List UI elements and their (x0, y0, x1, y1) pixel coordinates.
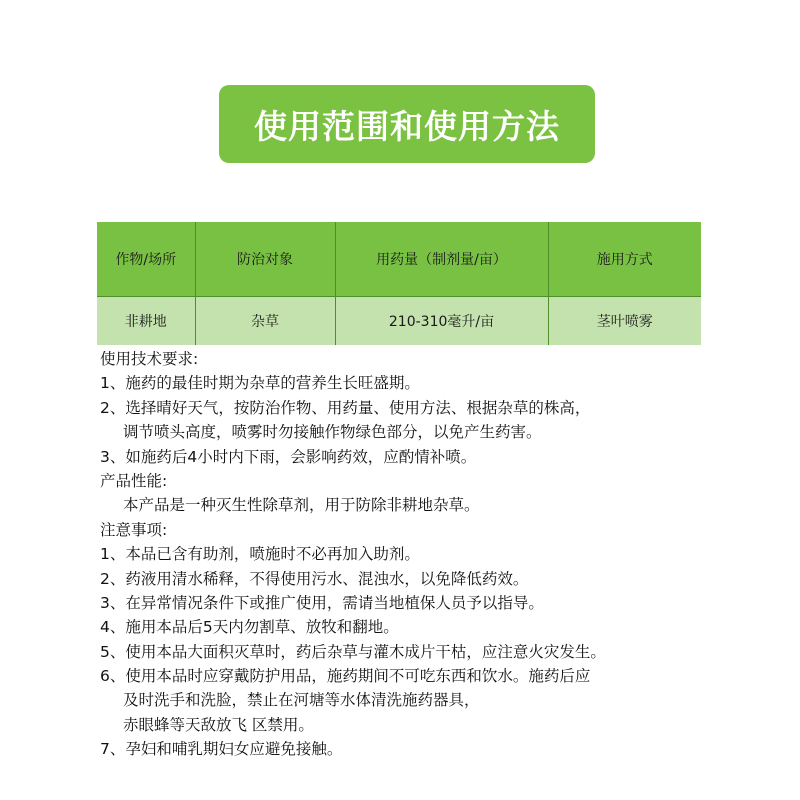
title-banner (219, 85, 595, 163)
page-title: 使用范围和使用方法 (254, 106, 560, 146)
header-method: 施用方式 (548, 222, 701, 297)
header-dosage: 用药量（制剂量/亩） (335, 222, 548, 297)
instructions-text (100, 347, 760, 762)
table-row (97, 297, 701, 346)
precautions-heading: 注意事项: (100, 520, 168, 539)
cell-dosage: 210-310毫升/亩 (335, 297, 548, 346)
precaution-item-continuation: 赤眼蜂等天敌放飞 区禁用。 (123, 715, 314, 734)
tech-item: 3、如施药后4小时内下雨，会影响药效，应酌情补喷。 (100, 447, 477, 466)
precaution-item: 6、使用本品时应穿戴防护用品，施药期间不可吃东西和饮水。施药后应 (100, 667, 591, 686)
precaution-item: 7、孕妇和哺乳期妇女应避免接触。 (100, 740, 343, 759)
header-target: 防治对象 (195, 222, 335, 297)
tech-item-continuation: 调节喷头高度，喷雾时勿接触作物绿色部分，以免产生药害。 (123, 423, 542, 442)
precaution-item-continuation: 及时洗手和洗脸，禁止在河塘等水体清洗施药器具， (123, 691, 480, 710)
table-header-row (97, 222, 701, 297)
cell-target: 杂草 (195, 297, 335, 346)
product-performance-heading: 产品性能: (100, 471, 168, 490)
header-crop-site: 作物/场所 (97, 222, 195, 297)
precaution-item: 5、使用本品大面积灭草时，药后杂草与灌木成片干枯，应注意火灾发生。 (100, 642, 606, 661)
tech-item: 2、选择晴好天气，按防治作物、用药量、使用方法、根据杂草的株高， (100, 398, 591, 417)
precaution-item: 3、在异常情况条件下或推广使用，需请当地植保人员予以指导。 (100, 593, 544, 612)
tech-requirements-heading: 使用技术要求: (100, 350, 199, 368)
usage-table (97, 222, 701, 345)
tech-item: 1、施药的最佳时期为杂草的营养生长旺盛期。 (100, 374, 420, 393)
precaution-item: 2、药液用清水稀释，不得使用污水、混浊水，以免降低药效。 (100, 569, 529, 588)
product-performance-text: 本产品是一种灭生性除草剂，用于防除非耕地杂草。 (123, 496, 480, 515)
precaution-item: 4、施用本品后5天内勿割草、放牧和翻地。 (100, 618, 399, 637)
precaution-item: 1、本品已含有助剂，喷施时不必再加入助剂。 (100, 545, 420, 564)
cell-method: 茎叶喷雾 (548, 297, 701, 346)
cell-crop-site: 非耕地 (97, 297, 195, 346)
